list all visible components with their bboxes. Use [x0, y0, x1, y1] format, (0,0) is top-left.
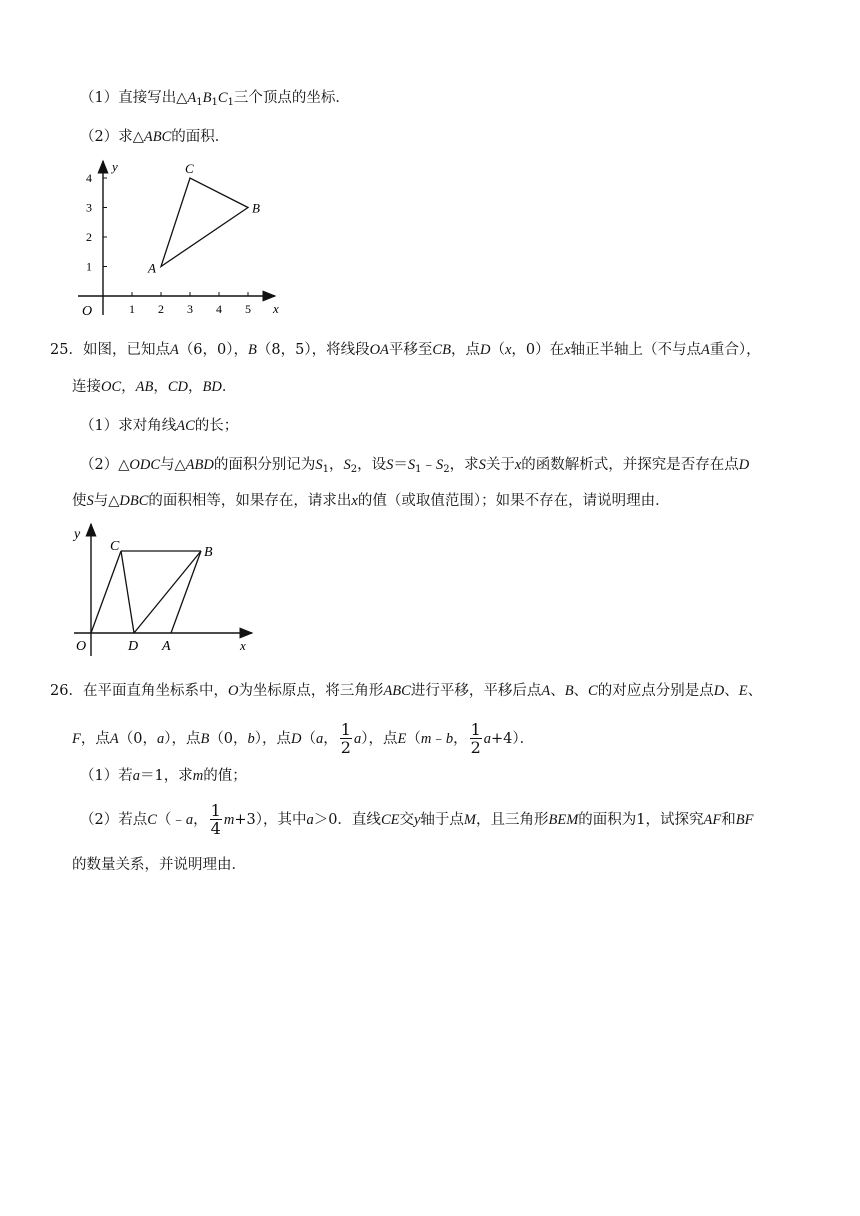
- point-a-label: A: [162, 639, 171, 654]
- q24-origin-label: O: [82, 304, 93, 319]
- q24-part1: （1）直接写出$\triangle A_1B_1C_1$三个顶点的坐标．: [80, 90, 350, 108]
- y-tick-label: 3: [86, 200, 92, 215]
- q25-part1: （1）求对角线AC的长；: [80, 418, 239, 434]
- q25-parallelogram-figure: [70, 518, 270, 658]
- q26-part2-line2: 的数量关系，并说明理由．: [72, 857, 246, 873]
- q25-part2-line1: （2）△ODC与△ABD的面积分别记为$S_1$，$S_2$，设$S=S_1﹣S_2$，求S关于x的函数解析式，并探究是否存在点D: [80, 457, 750, 475]
- q25-line2: 连接OC，AB，CD，BD．: [72, 379, 237, 395]
- segment-ab: [171, 551, 201, 633]
- point-b-label: B: [204, 545, 213, 560]
- x-tick-label: 2: [158, 302, 164, 316]
- point-b-label: B: [252, 200, 260, 216]
- point-c-label: C: [185, 161, 194, 176]
- q24-part2: （2）求△ABC的面积．: [80, 129, 230, 145]
- point-c-label: C: [110, 539, 120, 554]
- x-tick-label: 5: [245, 302, 251, 316]
- q26-part2: （2）若点C（﹣a， $\frac{1}{4}$ m+3），其中a＞0．直线CE交y轴于点M，且三角形BEM的面积为1，试探究AF和BF: [80, 801, 754, 838]
- y-tick-label: 1: [86, 259, 92, 274]
- x-tick-label: 1: [129, 302, 135, 316]
- q24-y-label: y: [112, 159, 118, 174]
- point-d-label: D: [128, 639, 139, 654]
- segment-bd: [134, 551, 201, 633]
- q25-y-label: y: [74, 527, 81, 542]
- x-tick-label: 4: [216, 302, 222, 316]
- q24-triangle-figure: [70, 155, 290, 323]
- q26-line2: F，点A（0，a），点B（0，b），点D（a， $\frac{1}{2}$ a），点E（m﹣b， $\frac{1}{2}$ a+4）．: [72, 720, 535, 757]
- point-a-label: A: [148, 260, 156, 276]
- q26-line1: 26．在平面直角坐标系中，O为坐标原点，将三角形ABC进行平移，平移后点A、B、C的对应点分别是点D、E、: [50, 683, 763, 699]
- y-tick-label: 4: [86, 171, 92, 185]
- fraction-one-half: $\frac{1}{2}$: [470, 720, 481, 757]
- q26-part1: （1）若a＝1，求m的值；: [80, 768, 247, 784]
- triangle-abc: [161, 178, 248, 267]
- q25-x-label: x: [240, 638, 246, 653]
- q25-part2-line2: 使S与△DBC的面积相等，如果存在，请求出x的值（或取值范围）；如果不存在，请说明理由．: [72, 493, 670, 509]
- y-tick-label: 2: [86, 230, 92, 244]
- point-o-label: O: [76, 639, 87, 654]
- segment-cd: [121, 551, 134, 633]
- fraction-one-half: $\frac{1}{2}$: [340, 720, 351, 757]
- q24-x-label: x: [273, 301, 279, 316]
- x-tick-label: 3: [187, 302, 193, 316]
- fraction-one-quarter: $\frac{1}{4}$: [210, 801, 221, 838]
- segment-oc: [91, 551, 121, 633]
- q25-line1: 25．如图，已知点A（6，0），B（8，5），将线段OA平移至CB，点D（x，0）在x轴正半轴上（不与点A重合），: [50, 342, 761, 358]
